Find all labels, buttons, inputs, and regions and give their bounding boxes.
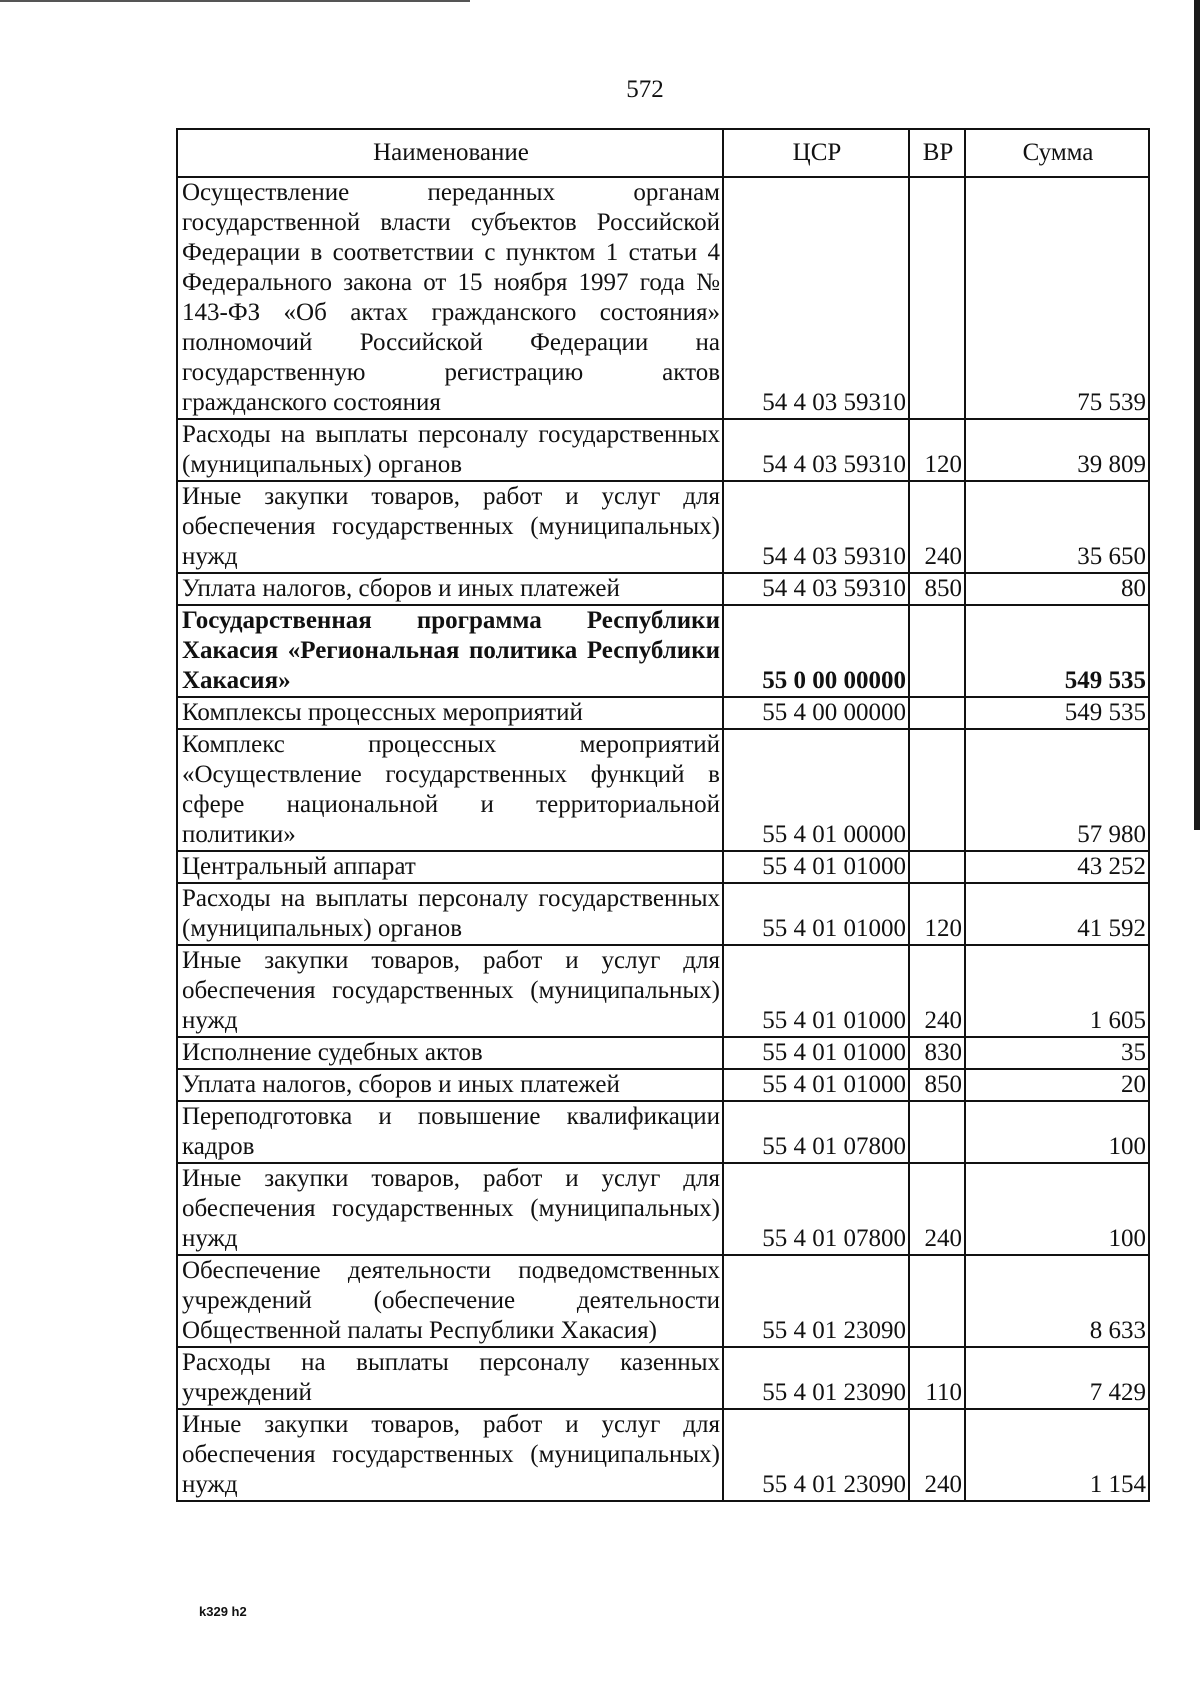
cell-csr: 55 4 01 01000 (723, 945, 909, 1037)
table-header-row (177, 129, 1149, 177)
cell-name: Комплексы процессных мероприятий (177, 697, 723, 729)
cell-sum: 1 605 (965, 945, 1149, 1037)
cell-csr: 55 4 01 01000 (723, 1069, 909, 1101)
budget-table (176, 128, 1150, 1502)
cell-vr: 120 (909, 419, 965, 481)
table-row (177, 1347, 1149, 1409)
cell-name: Обеспечение деятельности подведомственных учреждений (обеспечение деятельности Общественной палаты Республики Хакасия) (177, 1255, 723, 1347)
cell-csr: 55 4 01 07800 (723, 1163, 909, 1255)
cell-name: Государственная программа Республики Хакасия «Региональная политика Республики Хакасия» (177, 605, 723, 697)
page-number: 572 (626, 76, 664, 103)
cell-sum: 549 535 (965, 605, 1149, 697)
cell-name: Уплата налогов, сборов и иных платежей (177, 573, 723, 605)
cell-sum: 20 (965, 1069, 1149, 1101)
cell-vr (909, 605, 965, 697)
header-vr: ВР (909, 129, 965, 177)
cell-csr: 55 4 01 00000 (723, 729, 909, 851)
cell-vr: 830 (909, 1037, 965, 1069)
cell-csr: 55 4 01 01000 (723, 883, 909, 945)
cell-name: Иные закупки товаров, работ и услуг для обеспечения государственных (муниципальных) нужд (177, 481, 723, 573)
table-row (177, 1069, 1149, 1101)
table-row (177, 697, 1149, 729)
cell-csr: 54 4 03 59310 (723, 481, 909, 573)
cell-sum: 41 592 (965, 883, 1149, 945)
cell-name: Осуществление переданных органам государственной власти субъектов Российской Федерации в соответствии с пунктом 1 статьи 4 Федерального закона от 15 ноября 1997 года № 143-ФЗ «Об актах гражданского состояния» полномочий Российской Федерации на государственную регистрацию актов гражданского состояния (177, 177, 723, 419)
cell-sum: 35 (965, 1037, 1149, 1069)
table-row (177, 1037, 1149, 1069)
header-csr: ЦСР (723, 129, 909, 177)
cell-sum: 39 809 (965, 419, 1149, 481)
cell-name: Иные закупки товаров, работ и услуг для обеспечения государственных (муниципальных) нужд (177, 1409, 723, 1501)
cell-sum: 57 980 (965, 729, 1149, 851)
cell-sum: 100 (965, 1163, 1149, 1255)
table-row (177, 419, 1149, 481)
table-row (177, 851, 1149, 883)
table-row (177, 729, 1149, 851)
cell-vr: 240 (909, 1163, 965, 1255)
table-row (177, 1101, 1149, 1163)
header-name: Наименование (177, 129, 723, 177)
header-sum: Сумма (965, 129, 1149, 177)
cell-csr: 55 4 01 07800 (723, 1101, 909, 1163)
table-row (177, 1409, 1149, 1501)
cell-sum: 549 535 (965, 697, 1149, 729)
cell-name: Уплата налогов, сборов и иных платежей (177, 1069, 723, 1101)
cell-name: Переподготовка и повышение квалификации кадров (177, 1101, 723, 1163)
cell-name: Комплекс процессных мероприятий «Осуществление государственных функций в сфере национальной и территориальной политики» (177, 729, 723, 851)
scan-artifact-top (0, 0, 470, 2)
cell-vr: 240 (909, 1409, 965, 1501)
cell-sum: 1 154 (965, 1409, 1149, 1501)
cell-vr (909, 1255, 965, 1347)
cell-sum: 8 633 (965, 1255, 1149, 1347)
cell-csr: 55 4 01 01000 (723, 1037, 909, 1069)
cell-name: Расходы на выплаты персоналу государственных (муниципальных) органов (177, 883, 723, 945)
cell-vr (909, 851, 965, 883)
cell-vr: 110 (909, 1347, 965, 1409)
cell-name: Расходы на выплаты персоналу казенных учреждений (177, 1347, 723, 1409)
cell-csr: 55 4 00 00000 (723, 697, 909, 729)
cell-csr: 55 0 00 00000 (723, 605, 909, 697)
cell-name: Центральный аппарат (177, 851, 723, 883)
cell-sum: 35 650 (965, 481, 1149, 573)
table-row (177, 605, 1149, 697)
cell-name: Иные закупки товаров, работ и услуг для обеспечения государственных (муниципальных) нужд (177, 1163, 723, 1255)
cell-csr: 55 4 01 01000 (723, 851, 909, 883)
cell-vr (909, 729, 965, 851)
cell-vr: 120 (909, 883, 965, 945)
cell-sum: 43 252 (965, 851, 1149, 883)
cell-vr: 240 (909, 945, 965, 1037)
cell-csr: 55 4 01 23090 (723, 1347, 909, 1409)
cell-sum: 7 429 (965, 1347, 1149, 1409)
cell-csr: 54 4 03 59310 (723, 177, 909, 419)
cell-vr (909, 177, 965, 419)
cell-vr: 850 (909, 1069, 965, 1101)
cell-vr (909, 697, 965, 729)
scan-artifact-edge (1194, 0, 1200, 830)
table-row (177, 481, 1149, 573)
cell-vr (909, 1101, 965, 1163)
cell-csr: 54 4 03 59310 (723, 573, 909, 605)
cell-csr: 55 4 01 23090 (723, 1255, 909, 1347)
cell-sum: 100 (965, 1101, 1149, 1163)
cell-name: Иные закупки товаров, работ и услуг для обеспечения государственных (муниципальных) нужд (177, 945, 723, 1037)
table-row (177, 573, 1149, 605)
footer-code: k329 h2 (199, 1604, 247, 1619)
cell-vr: 240 (909, 481, 965, 573)
cell-sum: 80 (965, 573, 1149, 605)
cell-name: Исполнение судебных актов (177, 1037, 723, 1069)
table-row (177, 1255, 1149, 1347)
cell-csr: 55 4 01 23090 (723, 1409, 909, 1501)
table-body (177, 177, 1149, 1501)
table-row (177, 1163, 1149, 1255)
cell-name: Расходы на выплаты персоналу государственных (муниципальных) органов (177, 419, 723, 481)
cell-vr: 850 (909, 573, 965, 605)
cell-sum: 75 539 (965, 177, 1149, 419)
table-row (177, 177, 1149, 419)
cell-csr: 54 4 03 59310 (723, 419, 909, 481)
table-row (177, 883, 1149, 945)
table-row (177, 945, 1149, 1037)
